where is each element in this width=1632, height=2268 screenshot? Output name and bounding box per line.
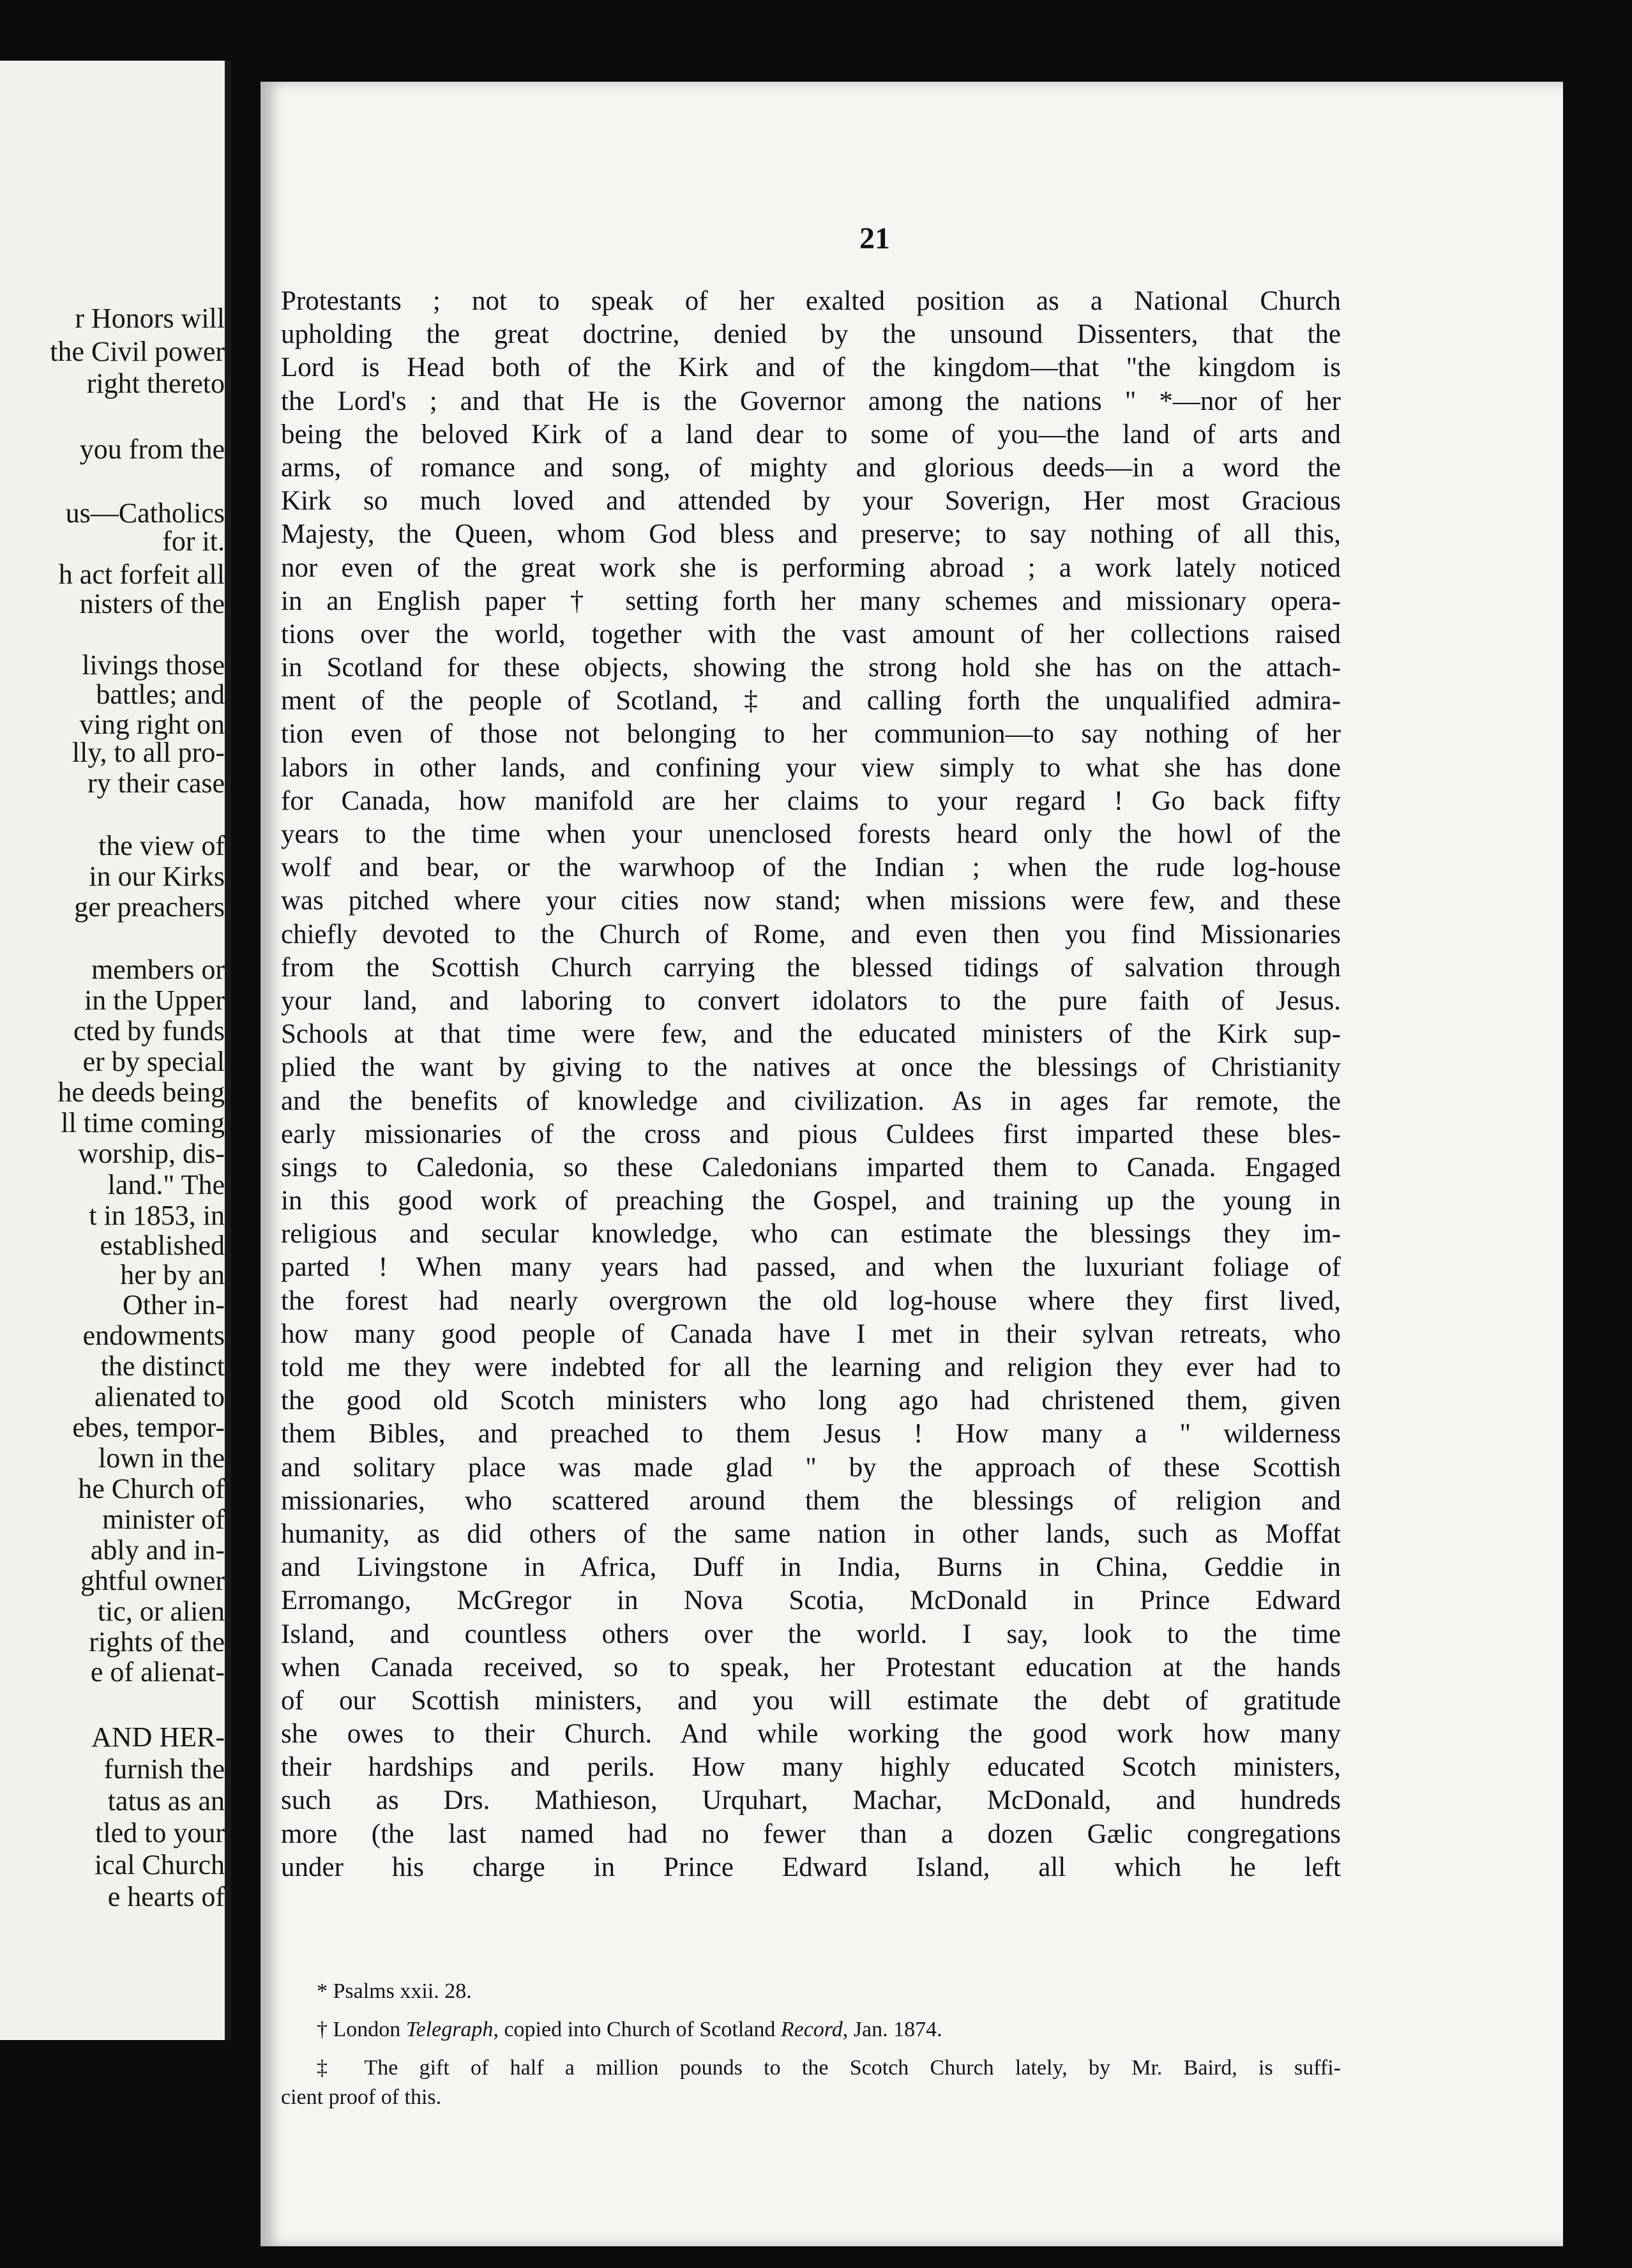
left-page-line: right thereto xyxy=(86,368,225,399)
text-line: them Bibles, and preached to them Jesus ! How many a " wilderness xyxy=(281,1419,1341,1449)
text-line: humanity, as did others of the same nation in other lands, such as Moffat xyxy=(281,1518,1341,1549)
left-page-line: furnish the xyxy=(103,1753,225,1785)
text-line: missionaries, who scattered around them the blessings of religion and xyxy=(281,1485,1341,1516)
text-line: early missionaries of the cross and pious Culdees first imparted these bles- xyxy=(281,1119,1341,1149)
text-line: ment of the people of Scotland, ‡ and calling forth the unqualified admira- xyxy=(281,686,1341,716)
left-page-line: he deeds being xyxy=(57,1077,225,1108)
page-number: 21 xyxy=(859,222,890,255)
text-line: wolf and bear, or the warwhoop of the Indian ; when the rude log-house xyxy=(281,852,1341,883)
left-page-line: tled to your xyxy=(95,1817,225,1848)
page xyxy=(261,82,1563,2246)
text-line: plied the want by giving to the natives at once the blessings of Christianity xyxy=(281,1052,1341,1083)
footnote-1: * Psalms xxii. 28. xyxy=(317,1979,472,2003)
left-page-line: battles; and xyxy=(96,679,225,710)
left-page-line: ving right on xyxy=(79,709,225,740)
left-page-line: ably and in- xyxy=(90,1534,225,1566)
text-line: more (the last named had no fewer than a dozen Gælic congregations xyxy=(281,1818,1341,1849)
left-page-line: lly, to all pro- xyxy=(72,737,225,768)
text-line: tion even of those not belonging to her communion—to say nothing of her xyxy=(281,719,1341,750)
left-page-line: nisters of the xyxy=(79,588,225,619)
text-line: how many good people of Canada have I met in their sylvan retreats, who xyxy=(281,1319,1341,1349)
text-line: Majesty, the Queen, whom God bless and preserve; to say nothing of all this, xyxy=(281,519,1341,550)
left-page-line: ry their case xyxy=(87,767,225,799)
left-page-line: the distinct xyxy=(100,1350,225,1382)
footnote-3: ‡ The gift of half a million pounds to the Scotch Church lately, by Mr. Baird, is suffi- xyxy=(317,2056,1341,2080)
left-page-line: r Honors will xyxy=(75,303,225,334)
left-page-line: her by an xyxy=(120,1259,225,1290)
left-page-line: established xyxy=(100,1230,225,1261)
left-page-fragment xyxy=(0,61,231,2040)
text-line: Lord is Head both of the Kirk and of the kingdom—that "the kingdom is xyxy=(281,352,1341,383)
text-line: in Scotland for these objects, showing the strong hold she has on the attach- xyxy=(281,653,1341,683)
text-line: Kirk so much loved and attended by your Soverign, Her most Gracious xyxy=(281,486,1341,517)
left-page-line: ghtful owner xyxy=(80,1565,225,1596)
text-line: being the beloved Kirk of a land dear to some of you—the land of arts and xyxy=(281,419,1341,450)
footnote-3-continued: cient proof of this. xyxy=(281,2085,442,2109)
left-page-line: livings those xyxy=(82,649,225,681)
left-page-line: h act forfeit all xyxy=(58,559,225,590)
left-page-line: ical Church xyxy=(94,1849,225,1880)
text-line: such as Drs. Mathieson, Urquhart, Machar, McDonald, and hundreds xyxy=(281,1785,1341,1816)
left-page-line: land." The xyxy=(107,1169,225,1200)
left-page-line: us—Catholics xyxy=(65,497,225,529)
left-page-line: er by special xyxy=(82,1046,225,1077)
text-line: in an English paper † setting forth her many schemes and missionary opera- xyxy=(281,586,1341,616)
left-page-line: tatus as an xyxy=(107,1785,225,1817)
left-page-line: the Civil power xyxy=(50,336,225,367)
footnote-2: † London Telegraph, copied into Church of Scotland Record, Jan. 1874. xyxy=(317,2018,942,2041)
text-line: told me they were indebted for all the learning and religion they ever had to xyxy=(281,1352,1341,1382)
left-page-line: cted by funds xyxy=(73,1015,225,1047)
text-line: labors in other lands, and confining your view simply to what she has done xyxy=(281,752,1341,783)
text-line: in this good work of preaching the Gospel, and training up the young in xyxy=(281,1186,1341,1216)
left-page-line: for it. xyxy=(162,525,225,557)
left-page-line: AND HER- xyxy=(91,1721,225,1753)
text-line: from the Scottish Church carrying the blessed tidings of salvation through xyxy=(281,952,1341,983)
text-line: and solitary place was made glad " by the approach of these Scottish xyxy=(281,1452,1341,1483)
text-line: when Canada received, so to speak, her Protestant education at the hands xyxy=(281,1652,1341,1682)
left-page-line: ger preachers xyxy=(74,891,225,923)
left-page-line: e of alienat- xyxy=(90,1656,225,1688)
left-page-line: t in 1853, in xyxy=(89,1200,225,1231)
left-page-line: minister of xyxy=(102,1504,225,1535)
text-line: Schools at that time were few, and the educated ministers of the Kirk sup- xyxy=(281,1019,1341,1050)
text-line: parted ! When many years had passed, and when the luxuriant foliage of xyxy=(281,1252,1341,1283)
text-line: years to the time when your unenclosed forests heard only the howl of the xyxy=(281,819,1341,849)
text-line: she owes to their Church. And while working the good work how many xyxy=(281,1719,1341,1750)
left-page-line: he Church of xyxy=(78,1473,225,1504)
text-line: and the benefits of knowledge and civilization. As in ages far remote, the xyxy=(281,1085,1341,1116)
body-text xyxy=(281,285,1341,1884)
text-line: and Livingstone in Africa, Duff in India, Burns in China, Geddie in xyxy=(281,1552,1341,1583)
left-page-line: rights of the xyxy=(89,1626,225,1658)
text-line: was pitched where your cities now stand; when missions were few, and these xyxy=(281,886,1341,916)
left-page-line: Other in- xyxy=(122,1289,225,1320)
text-line: their hardships and perils. How many highly educated Scotch ministers, xyxy=(281,1752,1341,1783)
text-line: sings to Caledonia, so these Caledonians imparted them to Canada. Engaged xyxy=(281,1152,1341,1183)
text-line: the Lord's ; and that He is the Governor among the nations " *—nor of her xyxy=(281,386,1341,416)
text-line: Protestants ; not to speak of her exalted position as a National Church xyxy=(281,286,1341,316)
text-line: Island, and countless others over the world. I say, look to the time xyxy=(281,1619,1341,1649)
left-page-line: members or xyxy=(91,954,225,985)
text-line: for Canada, how manifold are her claims to your regard ! Go back fifty xyxy=(281,785,1341,816)
text-line: of our Scottish ministers, and you will estimate the debt of gratitude xyxy=(281,1685,1341,1716)
footnotes xyxy=(281,1977,1341,2112)
left-page-line: ebes, tempor- xyxy=(72,1412,225,1443)
text-line: Erromango, McGregor in Nova Scotia, McDonald in Prince Edward xyxy=(281,1585,1341,1616)
left-page-line: e hearts of xyxy=(107,1881,225,1912)
left-page-line: endowments xyxy=(82,1320,225,1351)
text-line: chiefly devoted to the Church of Rome, and even then you find Missionaries xyxy=(281,919,1341,949)
text-line: tions over the world, together with the vast amount of her collections raised xyxy=(281,619,1341,649)
left-page-line: lown in the xyxy=(98,1442,225,1474)
left-page-line: the view of xyxy=(98,830,225,861)
left-page-line: worship, dis- xyxy=(78,1138,225,1169)
left-page-line: in our Kirks xyxy=(89,861,225,892)
text-line: nor even of the great work she is performing abroad ; a work lately noticed xyxy=(281,552,1341,583)
text-line: the good old Scotch ministers who long ago had christened them, given xyxy=(281,1386,1341,1416)
text-line: under his charge in Prince Edward Island, all which he left xyxy=(281,1852,1341,1882)
left-page-line: tic, or alien xyxy=(97,1596,225,1627)
text-line: the forest had nearly overgrown the old log-house where they first lived, xyxy=(281,1285,1341,1316)
left-page-line: alienated to xyxy=(94,1381,225,1412)
text-line: upholding the great doctrine, denied by the unsound Dissenters, that the xyxy=(281,319,1341,350)
text-line: your land, and laboring to convert idolators to the pure faith of Jesus. xyxy=(281,985,1341,1016)
left-page-line: ll time coming xyxy=(61,1107,225,1138)
left-page-line: you from the xyxy=(79,434,225,465)
text-line: religious and secular knowledge, who can estimate the blessings they im- xyxy=(281,1219,1341,1250)
text-line: arms, of romance and song, of mighty and glorious deeds—in a word the xyxy=(281,452,1341,483)
left-page-line: in the Upper xyxy=(84,985,225,1016)
